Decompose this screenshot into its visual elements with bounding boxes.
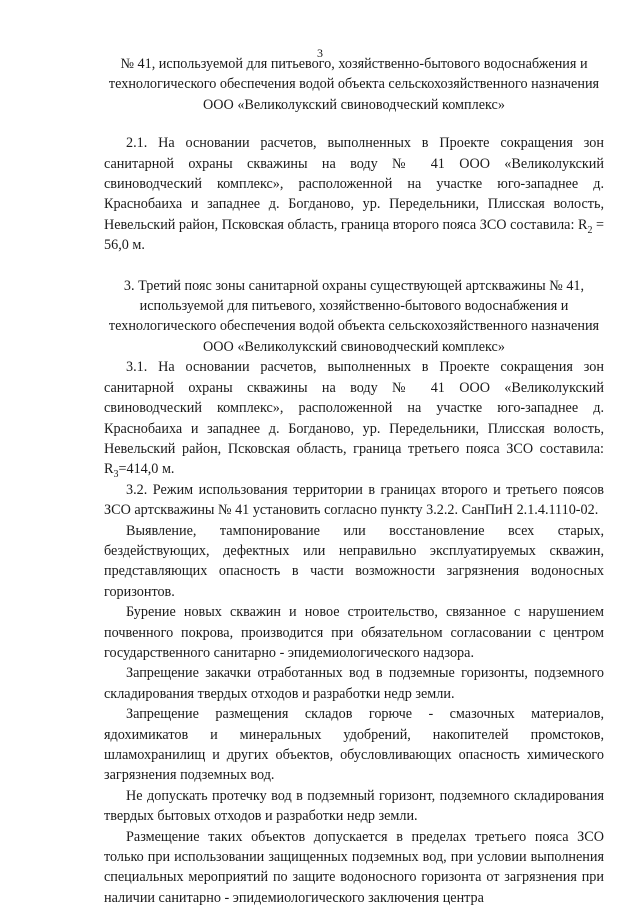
paragraph-2-1-subscript: 2: [587, 224, 593, 236]
paragraph-3-1-subscript: 3: [113, 469, 119, 481]
section-2-heading-continuation: № 41, используемой для питьевого, хозяйственно-бытового водоснабжения и технологического обеспечения водой объекта сельскохозяйственного назначения ООО «Великолукский свиноводческий комплекс»: [108, 56, 600, 113]
page-number: 3: [317, 46, 323, 60]
paragraph-3-2: 3.2. Режим использования территории в границах второго и третьего поясов ЗСО артскважины № 41 установить согласно пункту 3.2.2. СанПиН 2.1.4.1110-02.: [104, 481, 604, 519]
paragraph-2-1: [104, 133, 604, 255]
paragraph-2-1-text: 2.1. На основании расчетов, выполненных в Проекте сокращения зон санитарной охраны скважины на воду № 41 ООО «Великолукский свиноводческий комплекс», расположенной на участке юго-западнее д. Краснобаиха и западнее д. Богданово, ур. Передельники, Плисская волость, Невельский район, Псковская область, граница второго пояса ЗСО составила: R: [104, 135, 604, 233]
paragraph-drilling: Бурение новых скважин и новое строительство, связанное с нарушением почвенного покрова, производится при обязательном согласовании с центром государственного санитарно - эпидемиологического надзора.: [104, 604, 604, 661]
paragraph-detection: Выявление, тампонирование или восстановление всех старых, бездействующих, дефектных или неправильно эксплуатируемых скважин, представляющих опасность в части возможности загрязнения водоносных горизонтов.: [104, 522, 604, 600]
paragraph-storage: Запрещение размещения складов горюче - смазочных материалов, ядохимикатов и минеральных удобрений, накопителей промстоков, шламохранилищ и других объектов, обусловливающих опасность химического загрязнения подземных вод.: [104, 706, 604, 784]
paragraph-placement: Размещение таких объектов допускается в пределах третьего пояса ЗСО только при использовании защищенных подземных вод, при условии выполнения специальных мероприятий по защите водоносного горизонта от загрязнения при наличии санитарно - эпидемиологического заключения центра: [104, 828, 604, 906]
paragraph-injection: Запрещение закачки отработанных вод в подземные горизонты, подземного складирования твердых отходов и разработки недр земли.: [104, 665, 604, 702]
paragraph-3-1-tail: =414,0 м.: [118, 461, 175, 478]
paragraph-3-1: [104, 357, 604, 479]
paragraph-leakage: Не допускать протечку вод в подземный горизонт, подземного складирования твердых бытовых отходов и разработки недр земли.: [104, 787, 604, 825]
section-3-heading: 3. Третий пояс зоны санитарной охраны существующей артскважины № 41, используемой для питьевого, хозяйственно-бытового водоснабжения и технологического обеспечения водой объекта сельскохозяйственного назначения ООО «Великолукский свиноводческий комплекс»: [108, 277, 600, 355]
paragraph-3-1-text: 3.1. На основании расчетов, выполненных в Проекте сокращения зон санитарной охраны скважины на воду № 41 ООО «Великолукский свиноводческий комплекс», расположенной на участке юго-западнее д. Краснобаиха и западнее д. Богданово, ур. Передельники, Плисская волость, Невельский район, Псковская область, граница третьего пояса ЗСО составила: R: [104, 359, 604, 478]
paragraph-2-1-tail: = 56,0 м.: [104, 216, 604, 254]
